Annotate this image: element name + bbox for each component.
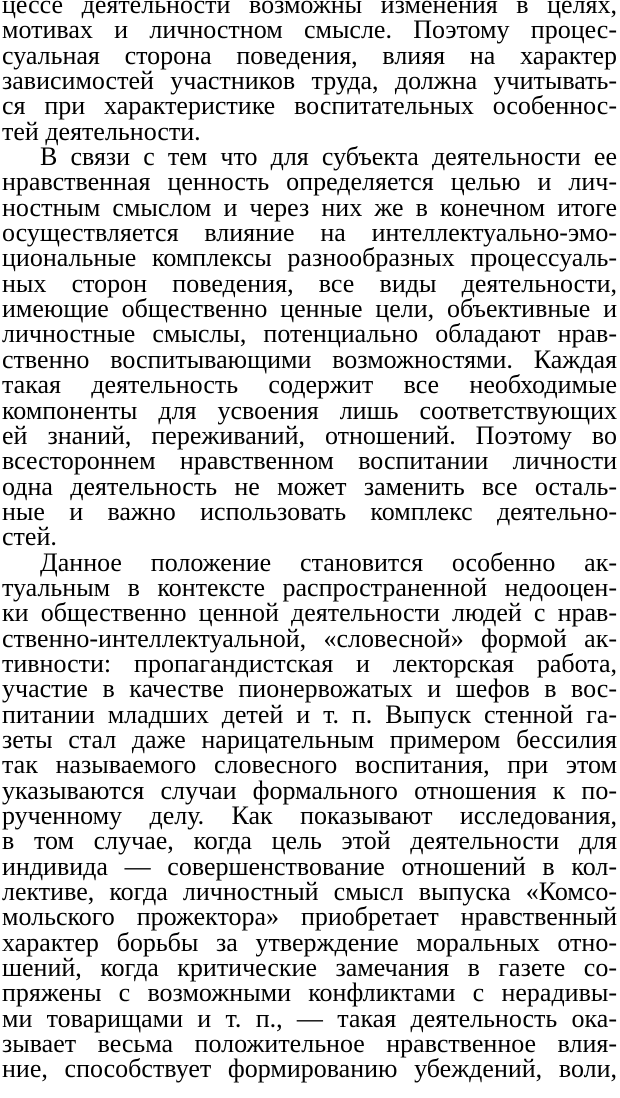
text-line: ностным смыслом и через них же в конечном итоге xyxy=(2,192,617,222)
text-line: стей. xyxy=(2,522,57,552)
text-line: одна деятельность не может заменить все осталь- xyxy=(2,471,617,501)
text-line: имеющие общественно ценные цели, объективные и xyxy=(2,294,617,324)
text-line: ми товарищами и т. п., — такая деятельность ока- xyxy=(2,1003,617,1033)
text-line: осуществляется влияние на интеллектуально-эмо- xyxy=(2,218,617,248)
text-line: характер борьбы за утверждение моральных отно- xyxy=(2,927,617,957)
text-line: ей знаний, переживаний, отношений. Поэтому во xyxy=(2,420,617,450)
text-line: тивности: пропагандистская и лекторская работа, xyxy=(2,648,617,678)
text-line: циональные комплексы разнообразных процессуаль- xyxy=(2,243,617,273)
text-line: Данное положение становится особенно ак- xyxy=(40,547,617,577)
text-line: пряжены с возможными конфликтами с нерадивы- xyxy=(2,978,617,1008)
text-line: В связи с тем что для субъекта деятельности ее xyxy=(40,142,617,172)
text-line: зывает весьма положительное нравственное влия- xyxy=(2,1029,617,1059)
text-line: ки общественно ценной деятельности людей с нрав- xyxy=(2,598,617,628)
text-line: тей деятельности. xyxy=(2,116,201,146)
text-line: шений, когда критические замечания в газете со- xyxy=(2,953,617,983)
text-line: всестороннем нравственном воспитании личности xyxy=(2,446,617,476)
text-line: компоненты для усвоения лишь соответствующих xyxy=(2,395,617,425)
text-line: участие в качестве пионервожатых и шефов в вос- xyxy=(2,674,617,704)
text-line: такая деятельность содержит все необходимые xyxy=(2,370,617,400)
text-line: лективе, когда личностный смысл выпуска «Комсо- xyxy=(2,877,617,907)
text-line: нравственная ценность определяется целью и лич- xyxy=(2,167,617,197)
text-line: указываются случаи формального отношения к по- xyxy=(2,775,617,805)
text-line: ные и важно использовать комплекс деятельно- xyxy=(2,496,617,526)
text-line: ние, способствует формированию убеждений, воли, xyxy=(2,1054,617,1084)
text-line: ственно-интеллектуальной, «словесной» формой ак- xyxy=(2,623,617,653)
text-line: зависимостей участников труда, должна учитывать- xyxy=(2,66,617,96)
text-line: питании младших детей и т. п. Выпуск стенной га- xyxy=(2,699,617,729)
text-line: ся при характеристике воспитательных особеннос- xyxy=(2,91,617,121)
text-line: цессе деятельности возможны изменения в целях, xyxy=(2,0,617,19)
text-line: ных сторон поведения, все виды деятельности, xyxy=(2,268,617,298)
text-line: рученному делу. Как показывают исследования, xyxy=(2,801,617,830)
text-line: индивида — совершенствование отношений в кол- xyxy=(2,851,617,881)
text-line: мотивах и личностном смысле. Поэтому процес- xyxy=(2,15,617,45)
text-line: личностные смыслы, потенциально обладают нрав- xyxy=(2,319,617,349)
text-line: суальная сторона поведения, влияя на характер xyxy=(2,40,617,70)
text-line: мольского прожектора» приобретает нравственный xyxy=(2,902,617,932)
text-line: зеты стал даже нарицательным примером бессилия xyxy=(2,724,617,754)
text-line: в том случае, когда цель этой деятельности для xyxy=(2,826,617,856)
text-line: туальным в контексте распространенной недооцен- xyxy=(2,572,617,602)
page-text xyxy=(2,0,617,1082)
text-line: так называемого словесного воспитания, при этом xyxy=(2,750,617,780)
text-line: ственно воспитывающими возможностями. Каждая xyxy=(2,344,617,374)
